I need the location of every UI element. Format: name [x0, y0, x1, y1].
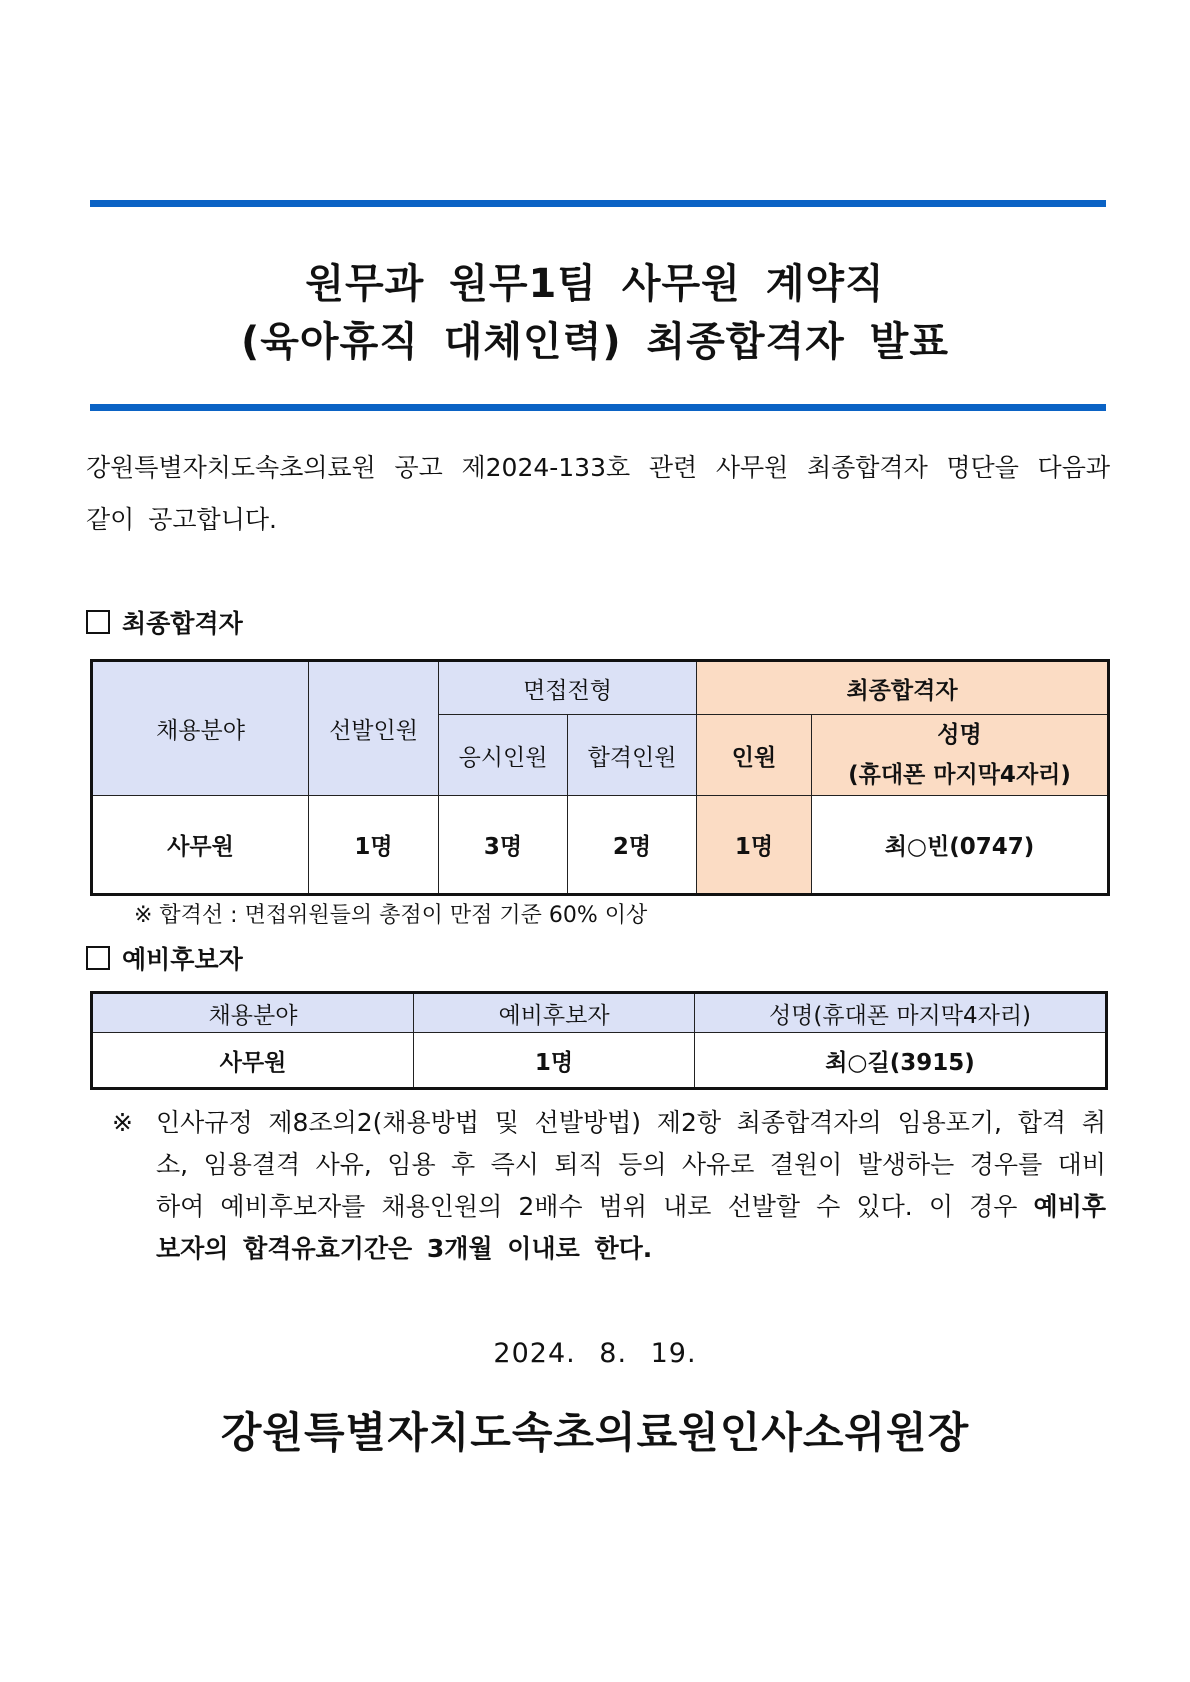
section-reserve-heading — [86, 940, 243, 976]
reserve-note — [112, 1102, 1106, 1270]
cell-count: 1명 — [697, 796, 812, 895]
section-final-heading — [86, 604, 243, 640]
header-count: 인원 — [697, 715, 812, 796]
reserve-note-emphasis: 예비후보자의 합격유효기간은 3개월 이내로 한다. — [156, 1192, 1106, 1263]
reserve-table — [90, 991, 1108, 1090]
cell-name: 최○빈(0747) — [812, 796, 1109, 895]
cell-applicants: 3명 — [439, 796, 568, 895]
header-passed: 합격인원 — [568, 715, 697, 796]
reserve-cell-name: 최○길(3915) — [695, 1033, 1107, 1089]
cell-selected: 1명 — [309, 796, 439, 895]
reserve-header-field: 채용분야 — [92, 993, 414, 1033]
bottom-rule — [90, 404, 1106, 411]
square-bullet-icon — [86, 610, 110, 634]
reserve-note-body: 인사규정 제8조의2(채용방법 및 선발방법) 제2항 최종합격자의 임용포기, 합격 취소, 임용결격 사유, 임용 후 즉시 퇴직 등의 사유로 결원이 발생하는 경우를 대비하여 예비후보자를 채용인원의 2배수 범위 내로 선발할 수 있다. 이 경우 — [156, 1108, 1106, 1221]
title-line-2: (육아휴직 대체인력) 최종합격자 발표 — [241, 319, 949, 365]
notice-date: 2024. 8. 19. — [493, 1338, 697, 1369]
header-applicants: 응시인원 — [439, 715, 568, 796]
header-name — [812, 715, 1109, 796]
passing-line-note: ※ 합격선 : 면접위원들의 총점이 만점 기준 60% 이상 — [134, 903, 648, 928]
header-field: 채용분야 — [92, 661, 309, 796]
cell-field: 사무원 — [92, 796, 309, 895]
title-line-1: 원무과 원무1팀 사무원 계약직 — [305, 261, 885, 307]
intro-paragraph: 강원특별자치도속초의료원 공고 제2024-133호 관련 사무원 최종합격자 명단을 다음과 같이 공고합니다. — [86, 453, 1110, 534]
reserve-note-text — [156, 1102, 1106, 1270]
reserve-header-reserve: 예비후보자 — [414, 993, 695, 1033]
reserve-cell-reserve: 1명 — [414, 1033, 695, 1089]
header-interview: 면접전형 — [439, 661, 697, 715]
cell-passed: 2명 — [568, 796, 697, 895]
header-selected: 선발인원 — [309, 661, 439, 796]
square-bullet-icon — [86, 946, 110, 970]
final-results-table — [90, 659, 1110, 896]
section-final-heading-text: 최종합격자 — [122, 609, 243, 638]
reserve-cell-field: 사무원 — [92, 1033, 414, 1089]
header-name-line2: (휴대폰 마지막4자리) — [848, 762, 1071, 788]
header-name-line1: 성명 — [937, 722, 982, 748]
header-final: 최종합격자 — [697, 661, 1109, 715]
issuing-organization: 강원특별자치도속초의료원인사소위원장 — [220, 1408, 970, 1457]
reserve-header-name: 성명(휴대폰 마지막4자리) — [695, 993, 1107, 1033]
reference-mark: ※ — [112, 1108, 133, 1137]
top-rule — [90, 200, 1106, 207]
section-reserve-heading-text: 예비후보자 — [122, 945, 243, 974]
